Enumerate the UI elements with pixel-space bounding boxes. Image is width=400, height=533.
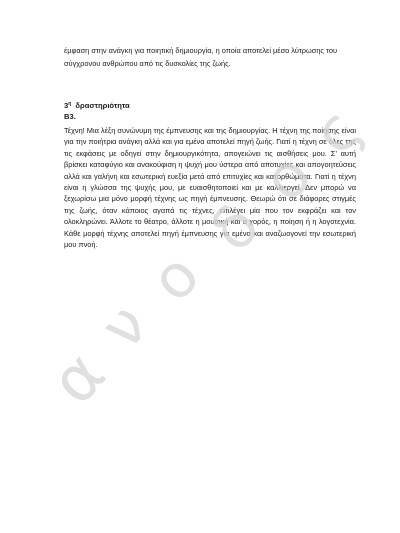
watermark-letter: α — [36, 337, 121, 419]
activity-number-superscript: η — [68, 101, 72, 107]
watermark-letter: ο — [249, 140, 326, 216]
watermark-letter: δ — [197, 190, 274, 266]
activity-heading — [64, 99, 130, 111]
activity-title: δραστηριότητα — [75, 101, 130, 110]
watermark-letter: ς — [299, 95, 375, 169]
essay-paragraph: Τέχνη! Μια λέξη συνώνυμη της έμπνευσης και της δημιουργίας. Η τέχνη της ποίησης είναι για την ποιήτρια ανάγκη αλλά και για εμένα αποτελεί πηγή ζωής. Γιατί η τέχνη σε όλες της τις εκφάσεις με οδηγεί στην δημιουργικότητα, απογειώνει τις αισθήσεις μου. Σ’ αυτή βρίσκει καταφύγιο και ανακούφιση η ψυχή μου ύστερα από αποτυχίες και απογοητεύσεις αλλά και γαλήνη και εσωτερική ευεξία μετά από επιτυχίες και κατορθώματα. Γιατί η τέχνη είναι η γλώσσα της ψυχής μου, με ευαισθητοποιεί και με καλλιεργεί. Δεν μπορώ να ξεχωρίσω μια μόνο μορφή τέχνης ως πηγή έμπνευσης. Θεωρώ ότι σε διάφορες στιγμές της ζωής, όταν κάποιος αγαπά τις τέχνες, επιλέγει μία που τον εκφράζει και τον ολοκληρώνει. Άλλοτε το θέατρο, άλλοτε η μουσική και ο χορός, η ποίηση ή η λογοτεχνία. Κάθε μορφή τέχνης αποτελεί πηγή έμπνευσης για εμένα και αναζωογονεί την εσωτερική μου πνοή. — [64, 126, 356, 250]
watermark-letter: ο — [137, 240, 214, 316]
intro-paragraph: έμφαση στην ανάγκη για ποιητική δημιουργία, η οποία αποτελεί μέσο λύτρωσης του σύγχρονου ανθρώπου από τις δυσκολίες της ζωής. — [64, 46, 338, 68]
activity-code: Β3. — [64, 112, 76, 121]
activity-number: 3 — [64, 101, 69, 110]
watermark-letter: ν — [87, 290, 162, 363]
